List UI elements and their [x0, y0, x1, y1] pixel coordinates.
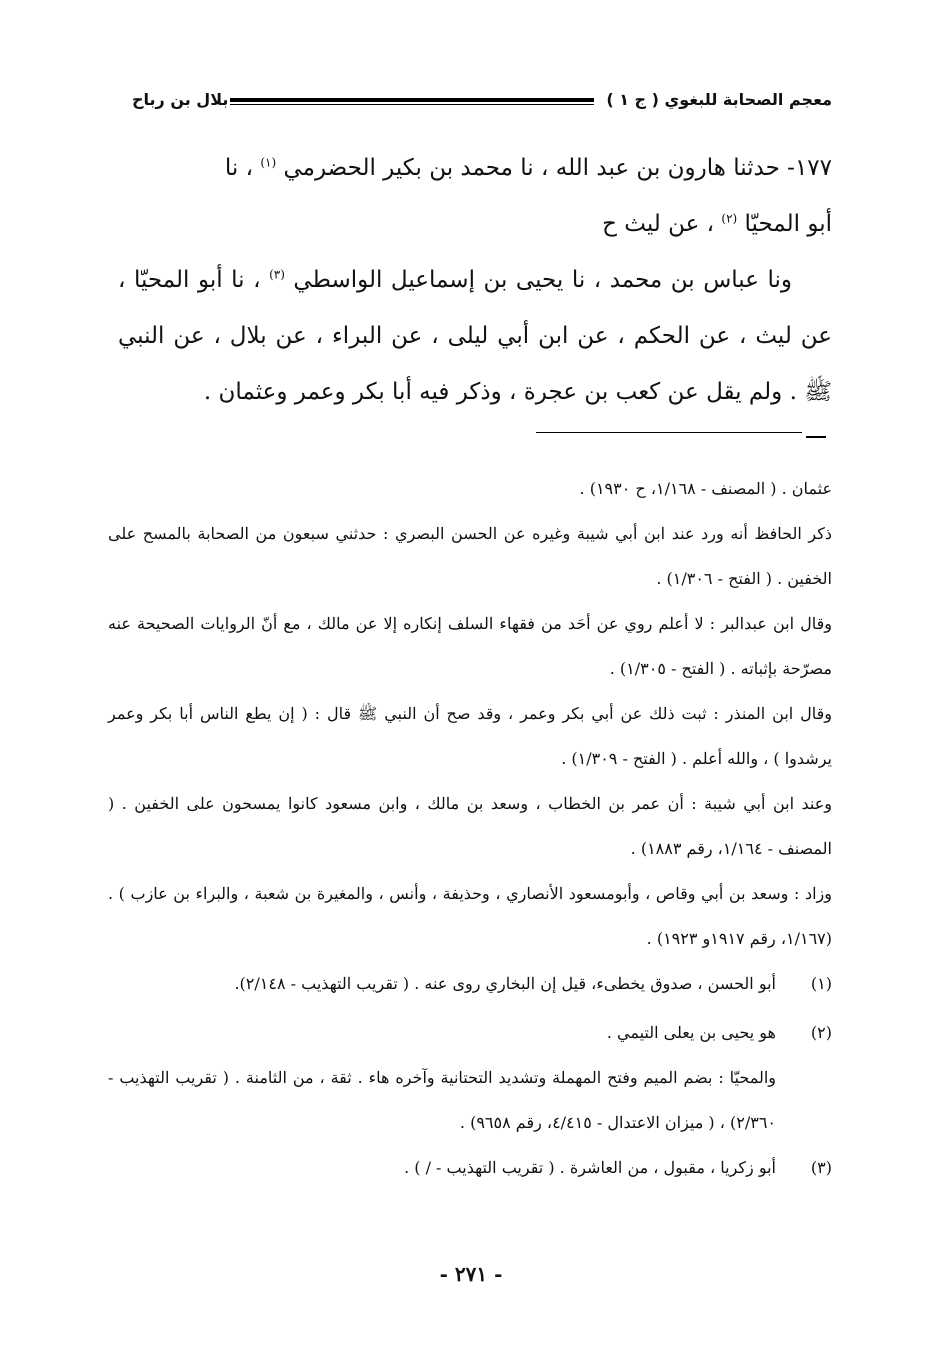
hadith-line-2: أبو المحيّا $^{(٢)}$ ، عن ليث ح [602, 211, 832, 237]
footnote-text: أبو زكريا ، مقبول ، من العاشرة . ( تقريب التهذيب - / ) . [404, 1158, 776, 1177]
footnote-continuation: عثمان . ( المصنف - ١/١٦٨، ح ١٩٣٠) . [579, 479, 832, 498]
footnote-ref-2[interactable]: (٢) [721, 211, 738, 226]
footnote-number: (١) [810, 974, 832, 993]
footnote-1 [108, 961, 832, 1006]
header-book-title: معجم الصحابة للبغوي ( ج ١ ) [606, 90, 832, 109]
footnote-separator-dash [806, 436, 826, 438]
hadith-line-1: ١٧٧- حدثنا هارون بن عبد الله ، نا محمد بن بكير الحضرمي $^{(١)}$ ، نا [224, 155, 832, 181]
hadith-paragraph-2: ونا عباس بن محمد ، نا يحيى بن إسماعيل الواسطي $^{(٣)}$ ، نا أبو المحيّا ، عن ليث ، عن الحكم ، عن ابن أبي ليلى ، عن البراء ، عن بلال ، عن النبي ﷺ . ولم يقل عن كعب بن عجرة ، وذكر فيه أبا بكر وعمر وعثمان . [118, 267, 832, 405]
footnote-continuation: وزاد : وسعد بن أبي وقاص ، وأبومسعود الأنصاري ، وحذيفة ، وأنس ، والمغيرة بن شعبة ، والبراء بن عازب ) . (١/١٦٧، رقم ١٩١٧و ١٩٢٣) . [108, 884, 832, 948]
footnote-ref-3[interactable]: (٣) [269, 267, 285, 282]
footnote-number: (٢) [810, 1023, 832, 1042]
footnote-3 [108, 1145, 832, 1190]
footnotes [108, 466, 832, 1190]
footnote-continuation: وقال ابن المنذر : ثبت ذلك عن أبي بكر وعمر ، وقد صح أن النبي ﷺ قال : ( إن يطع الناس أبا بكر وعمر يرشدوا ) ، والله أعلم . ( الفتح - ١/٣٠٩) . [108, 704, 832, 768]
footnote-text: أبو الحسن ، صدوق يخطىء، قيل إن البخاري روى عنه . ( تقريب التهذيب - ٢/١٤٨). [234, 974, 776, 993]
header-rule [230, 98, 594, 102]
footnote-separator [536, 432, 802, 433]
footnote-number: (٣) [810, 1158, 832, 1177]
footnote-ref-1[interactable]: (١) [260, 155, 277, 170]
running-header [128, 88, 832, 118]
main-text [118, 140, 832, 420]
page-number: - ٢٧١ - [439, 1262, 503, 1286]
footnote-continuation: وقال ابن عبدالبر : لا أعلم روي عن أحَد من فقهاء السلف إنكاره إلا عن مالك ، مع أنّ الروايات الصحيحة عنه مصرّحة بإثباته . ( الفتح - ١/٣٠٥) . [108, 614, 832, 678]
footnote-2-continued: والمحيّا : بضم الميم وفتح المهملة وتشديد التحتانية وآخره هاء . ثقة ، من الثامنة . ( تقريب التهذيب - ٢/٣٦٠) ، ( ميزان الاعتدال - ٤/٤١٥، رقم ٩٦٥٨) . [108, 1068, 776, 1132]
footnote-2 [108, 1010, 832, 1055]
footnote-continuation: ذكر الحافظ أنه ورد عند ابن أبي شيبة وغيره عن الحسن البصري : حدثني سبعون من الصحابة بالمسح على الخفين . ( الفتح - ١/٣٠٦) . [108, 524, 832, 588]
footnote-continuation: وعند ابن أبي شيبة : أن عمر بن الخطاب ، وسعد بن مالك ، وابن مسعود كانوا يمسحون على الخفين . ( المصنف - ١/١٦٤، رقم ١٨٨٣) . [108, 794, 832, 858]
footnote-text: هو يحيى بن يعلى التيمي . [606, 1023, 776, 1042]
header-chapter-title: بلال بن رباح [132, 90, 229, 109]
